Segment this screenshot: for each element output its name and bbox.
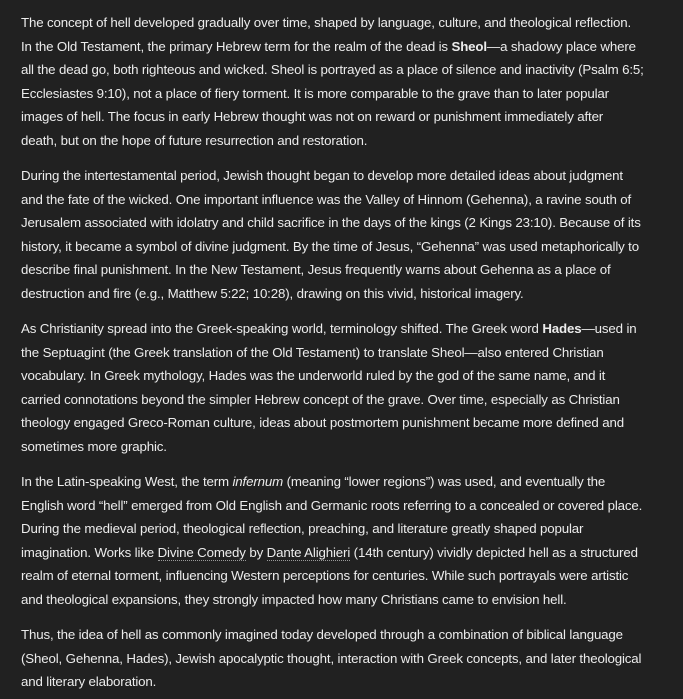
text-segment: the Septuagint (the Greek translation of the Old Testament) to translate Sheol—also entered Christian <box>21 344 604 360</box>
text-segment: In the Latin-speaking West, the term <box>21 474 233 489</box>
bold-term: Hades <box>542 321 582 336</box>
text-line <box>21 588 683 612</box>
text-segment: history, it became a symbol of divine judgment. By the time of Jesus, “Gehenna” was used metaphorically to <box>21 238 639 254</box>
text-segment: theology engaged Greco-Roman culture, ideas about postmortem punishment became more defined and <box>21 415 624 430</box>
text-line <box>21 564 683 588</box>
text-segment: Jerusalem associated with idolatry and child sacrifice in the days of the kings (2 Kings 23:10). Because of its <box>21 215 641 230</box>
text-line <box>21 188 683 212</box>
paragraph <box>21 164 683 305</box>
text-line <box>21 58 683 82</box>
text-segment: sometimes more graphic. <box>21 438 167 454</box>
text-line <box>21 517 683 541</box>
text-segment: (14th century) vividly depicted hell as a structured <box>350 544 638 560</box>
text-segment: Ecclesiastes 9:10), not a place of fiery torment. It is more comparable to the grave than to later popular <box>21 85 609 101</box>
text-segment: (meaning “lower regions”) was used, and eventually the <box>283 474 606 489</box>
text-segment: The concept of hell developed gradually over time, shaped by language, culture, and theological reflection. <box>21 15 632 30</box>
paragraph <box>21 623 683 694</box>
italic-term: infernum <box>232 474 284 489</box>
text-segment: imagination. Works like <box>21 544 158 560</box>
text-line <box>21 11 683 35</box>
text-segment: carried connotations beyond the simpler Hebrew concept of the grave. Over time, especially as Christian <box>21 391 620 407</box>
text-segment: During the medieval period, theological reflection, preaching, and literature greatly shaped popular <box>21 521 584 536</box>
text-line <box>21 647 683 671</box>
text-line <box>21 164 683 188</box>
text-segment: death, but on the hope of future resurrection and restoration. <box>21 132 368 148</box>
paragraph <box>21 317 683 458</box>
text-segment: destruction and fire (e.g., Matthew 5:22; 10:28), drawing on this vivid, historical imagery. <box>21 285 524 301</box>
text-line <box>21 411 683 435</box>
text-segment: and the fate of the wicked. One important influence was the Valley of Hinnom (Gehenna), a ravine south of <box>21 191 632 207</box>
text-segment: by <box>245 544 267 560</box>
text-line <box>21 211 683 235</box>
text-line <box>21 129 683 153</box>
text-segment: Thus, the idea of hell as commonly imagined today developed through a combination of biblical language <box>21 627 623 642</box>
text-line <box>21 470 683 494</box>
text-line <box>21 317 683 341</box>
text-segment: realm of eternal torment, influencing Western perceptions for centuries. While such portrayals were artistic <box>21 568 629 583</box>
reference-link[interactable]: Dante Alighieri <box>266 544 351 560</box>
text-segment: and literary elaboration. <box>21 674 157 689</box>
text-segment: —a shadowy place where <box>486 38 636 54</box>
text-line <box>21 235 683 259</box>
text-line <box>21 105 683 129</box>
text-segment: images of hell. The focus in early Hebrew thought was not on reward or punishment immediately after <box>21 109 604 124</box>
text-segment: all the dead go, both righteous and wicked. Sheol is portrayed as a place of silence and inactivity (Psalm 6:5; <box>21 62 644 77</box>
text-segment: —used in <box>581 321 637 336</box>
text-segment: English word “hell” emerged from Old English and Germanic roots referring to a concealed or covered place. <box>21 497 643 513</box>
text-line <box>21 82 683 106</box>
text-line <box>21 623 683 647</box>
text-line <box>21 364 683 388</box>
text-line <box>21 670 683 694</box>
paragraph <box>21 470 683 611</box>
text-line <box>21 494 683 518</box>
reference-link[interactable]: Divine Comedy <box>157 544 246 560</box>
text-line <box>21 388 683 412</box>
text-segment: As Christianity spread into the Greek-speaking world, terminology shifted. The Greek word <box>21 321 543 336</box>
text-line <box>21 258 683 282</box>
text-line <box>21 435 683 459</box>
text-segment: and theological expansions, they strongly impacted how many Christians came to envision hell. <box>21 591 567 607</box>
text-line <box>21 341 683 365</box>
text-line <box>21 541 683 565</box>
text-segment: (Sheol, Gehenna, Hades), Jewish apocalyptic thought, interaction with Greek concepts, and later theological <box>21 650 642 666</box>
text-segment: vocabulary. In Greek mythology, Hades was the underworld ruled by the god of the same name, and it <box>21 368 606 383</box>
paragraph <box>21 11 683 152</box>
text-segment: During the intertestamental period, Jewish thought began to develop more detailed ideas about judgment <box>21 168 623 183</box>
text-segment: describe final punishment. In the New Testament, Jesus frequently warns about Gehenna as a place of <box>21 262 611 277</box>
text-line <box>21 35 683 59</box>
text-segment: In the Old Testament, the primary Hebrew term for the realm of the dead is <box>21 38 452 54</box>
bold-term: Sheol <box>451 38 487 54</box>
text-line <box>21 282 683 306</box>
